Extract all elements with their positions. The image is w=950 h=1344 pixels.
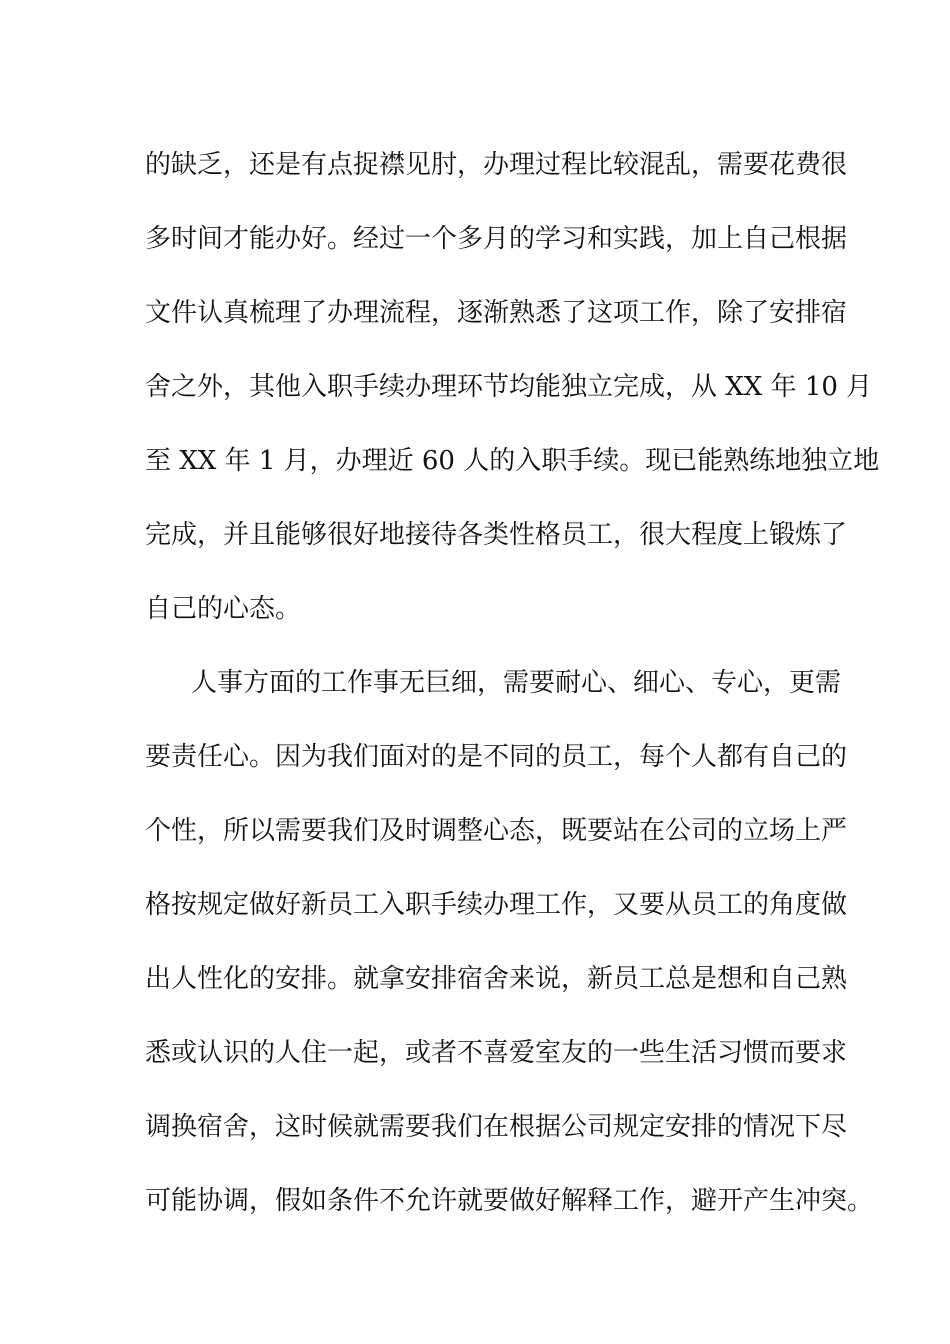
paragraph-2-line-3: 个性，所以需要我们及时调整心态，既要站在公司的立场上严 [145, 816, 848, 846]
document-body [145, 128, 880, 1238]
paragraph-2-line-8: 可能协调，假如条件不允许就要做好解释工作，避开产生冲突。 [145, 1186, 874, 1216]
paragraph-1-line-6: 完成，并且能够很好地接待各类性格员工，很大程度上锻炼了 [145, 520, 848, 550]
paragraph-2-line-7: 调换宿舍，这时候就需要我们在根据公司规定安排的情况下尽 [145, 1112, 848, 1142]
paragraph-1-line-4: 舍之外，其他入职手续办理环节均能独立完成，从 XX 年 10 月 [145, 372, 873, 402]
paragraph-1-line-2: 多时间才能办好。经过一个多月的学习和实践，加上自己根据 [145, 224, 848, 254]
paragraph-1-line-7: 自己的心态。 [145, 594, 302, 624]
paragraph-1-line-5: 至 XX 年 1 月，办理近 60 人的入职手续。现已能熟练地独立地 [145, 446, 880, 476]
paragraph-2-line-1: 人事方面的工作事无巨细，需要耐心、细心、专心，更需 [191, 668, 842, 698]
paragraph-2-line-4: 格按规定做好新员工入职手续办理工作，又要从员工的角度做 [145, 890, 848, 920]
paragraph-1-line-1: 的缺乏，还是有点捉襟见肘，办理过程比较混乱，需要花费很 [145, 150, 848, 180]
paragraph-2-line-5: 出人性化的安排。就拿安排宿舍来说，新员工总是想和自己熟 [145, 964, 848, 994]
paragraph-2-line-6: 悉或认识的人住一起，或者不喜爱室友的一些生活习惯而要求 [145, 1038, 848, 1068]
paragraph-2-line-2: 要责任心。因为我们面对的是不同的员工，每个人都有自己的 [145, 742, 848, 772]
paragraph-1-line-3: 文件认真梳理了办理流程，逐渐熟悉了这项工作，除了安排宿 [145, 298, 848, 328]
